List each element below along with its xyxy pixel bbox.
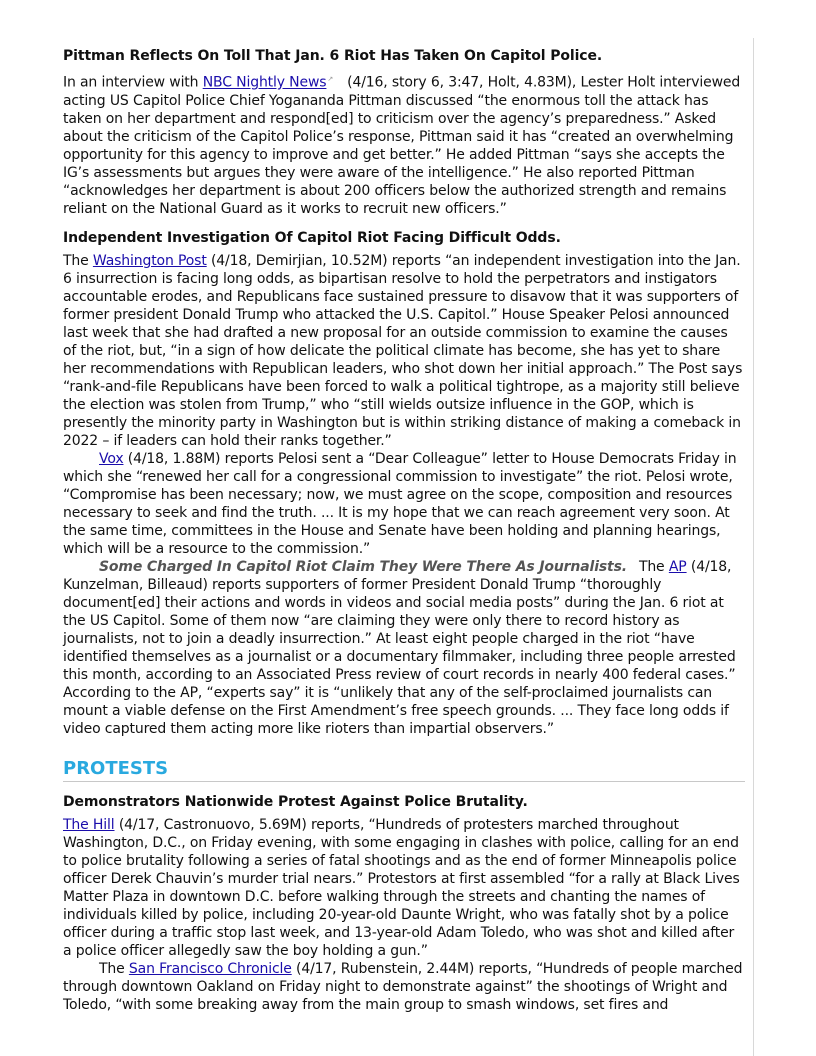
- source-link-vox[interactable]: Vox: [99, 450, 124, 467]
- article-headline: Pittman Reflects On Toll That Jan. 6 Riot Has Taken On Capitol Police.: [63, 48, 603, 64]
- paragraph-pre: The: [99, 960, 125, 977]
- article-paragraph: [63, 960, 745, 1014]
- article-paragraph: [63, 252, 745, 450]
- source-link-washington-post[interactable]: Washington Post: [92, 252, 207, 269]
- paragraph-text: (4/18, Kunzelman, Billeaud) reports supporters of former President Donald Trump “thoroughly document[ed] their actions and words in videos and social media posts” during the Jan. 6 riot at the US Capitol. Some of them now “are claiming they were only there to record history as journalists, not to join a deadly insurrection.” At least eight people charged in the riot “have identified themselves as a journalist or a documentary filmmaker, including three people arrested this month, according to an Associated Press review of court records in nearly 400 federal cases.” According to the AP, “experts say” it is “unlikely that any of the self-proclaimed journalists can mount a viable defense on the First Amendment’s free speech grounds. ... They face long odds if video captured them acting more like rioters than impartial observers.”: [63, 558, 736, 737]
- paragraph-text: (4/18, 1.88M) reports Pelosi sent a “Dear Colleague” letter to House Democrats Friday in which she “renewed her call for a congressional commission to investigate” the riot. Pelosi wrote, “Compromise has been necessary; now, we must agree on the scope, composition and resources necessary to seek and find the truth. ... It is my hope that we can reach agreement very soon. At the same time, committees in the House and Senate have been holding and planning hearings, which will be a resource to the commission.”: [63, 450, 737, 557]
- inline-headline: Some Charged In Capitol Riot Claim They Were There As Journalists.: [99, 558, 627, 575]
- paragraph-text: (4/18, Demirjian, 10.52M) reports “an independent investigation into the Jan. 6 insurrection is facing long odds, as bipartisan resolve to hold the perpetrators and instigators accountable erodes, and Republicans face sustained pressure to disavow that it was supporters of former president Donald Trump who attacked the U.S. Capitol.” House Speaker Pelosi announced last week that she had drafted a new proposal for an outside commission to examine the causes of the riot, but, “in a sign of how delicate the political climate has become, she has yet to share her recommendations with Republican leaders, who shot down her initial approach.” The Post says “rank-and-file Republicans have been forced to walk a political tightrope, as a majority still believe the election was stolen from Trump,” who “still wields outsize influence in the GOP, which is presently the minority party in Washington but is within striking distance of making a comeback in 2022 – if leaders can hold their ranks together.”: [63, 252, 743, 449]
- paragraph-pre: The: [63, 252, 89, 269]
- article-paragraph: [63, 70, 745, 218]
- article-headline: Demonstrators Nationwide Protest Against Police Brutality.: [63, 793, 528, 810]
- source-link-the-hill[interactable]: The Hill: [63, 816, 115, 833]
- section-heading-protests: PROTESTS: [63, 758, 745, 782]
- paragraph-text: (4/16, story 6, 3:47, Holt, 4.83M), Lester Holt interviewed acting US Capitol Police Chief Yogananda Pittman discussed “the enormous toll the attack has taken on her department and respond[ed] to criticism over the agency’s preparedness.” Asked about the criticism of the Capitol Police’s response, Pittman said it has “created an overwhelming opportunity for this agency to improve and get better.” He added Pittman “says she accepts the IG’s assessments but argues they were aware of the intelligence.” He also reported Pittman “acknowledges her department is about 200 officers below the authorized strength and remains reliant on the National Guard as it works to recruit new officers.”: [63, 74, 741, 217]
- document-page: [63, 38, 754, 1056]
- paragraph-pre: The: [638, 558, 665, 575]
- external-link-icon: ↗: [327, 75, 334, 83]
- paragraph-text: (4/17, Castronuovo, 5.69M) reports, “Hundreds of protesters marched throughout Washington, D.C., on Friday evening, with some engaging in clashes with police, calling for an end to police brutality following a series of fatal shootings and as the end of former Minneapolis police officer Derek Chauvin’s murder trial nears.” Protestors at first assembled “for a rally at Black Lives Matter Plaza in downtown D.C. before walking through the streets and chanting the names of individuals killed by police, including 20-year-old Daunte Wright, who was fatally shot by a police officer during a traffic stop last week, and 13-year-old Adam Toledo, who was shot and killed after a police officer allegedly saw the boy holding a gun.”: [63, 816, 740, 959]
- article-paragraph: [63, 558, 745, 738]
- article-paragraph: [63, 816, 745, 960]
- paragraph-intro: In an interview with: [63, 74, 199, 91]
- paragraph-text: (4/17, Rubenstein, 2.44M) reports, “Hundreds of people marched through downtown Oakland on Friday night to demonstrate against” the shootings of Wright and Toledo, “with some breaking away from the main group to smash windows, set fires and: [63, 960, 743, 1013]
- source-link-nbc-nightly-news[interactable]: NBC Nightly News: [202, 74, 327, 91]
- article-headline: Independent Investigation Of Capitol Riot Facing Difficult Odds.: [63, 229, 561, 246]
- article-paragraph: [63, 450, 745, 558]
- source-link-ap[interactable]: AP: [668, 558, 687, 575]
- document-content: [63, 46, 753, 1014]
- source-link-san-francisco-chronicle[interactable]: San Francisco Chronicle: [128, 960, 292, 977]
